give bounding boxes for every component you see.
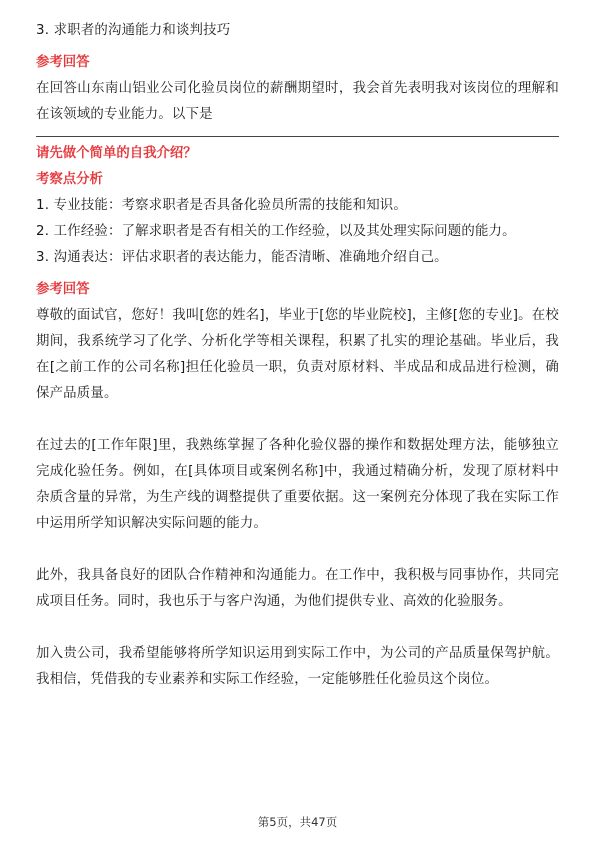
answer-paragraph: 此外，我具备良好的团队合作精神和沟通能力。在工作中，我积极与同事协作，共同完成项目任务。同时，我也乐于与客户沟通，为他们提供专业、高效的化验服务。 bbox=[36, 568, 559, 609]
answer-paragraph: 在过去的[工作年限]里，我熟练掌握了各种化验仪器的操作和数据处理方法，能够独立完成化验任务。例如，在[具体项目或案例名称]中，我通过精确分析，发现了原材料中杂质含量的异常，为生产线的调整提供了重要依据。这一案例充分体现了我在实际工作中运用所学知识解决实际问题的能力。 bbox=[36, 438, 559, 531]
answer-paragraph: 加入贵公司，我希望能够将所学知识运用到实际工作中，为公司的产品质量保驾护航。我相信，凭借我的专业素养和实际工作经验，一定能够胜任化验员这个岗位。 bbox=[36, 646, 559, 687]
analysis-item: 2. 工作经验：了解求职者是否有相关的工作经验，以及其处理实际问题的能力。 bbox=[36, 224, 516, 239]
reference-answer-label: 参考回答 bbox=[36, 55, 90, 70]
section-divider bbox=[36, 136, 559, 137]
reference-answer-label: 参考回答 bbox=[36, 282, 90, 297]
analysis-item: 1. 专业技能：考察求职者是否具备化验员所需的技能和知识。 bbox=[36, 198, 407, 213]
page-content bbox=[36, 18, 559, 693]
analysis-item: 3. 沟通表达：评估求职者的表达能力，能否清晰、准确地介绍自己。 bbox=[36, 250, 448, 265]
reference-answer-text: 在回答山东南山铝业公司化验员岗位的薪酬期望时，我会首先表明我对该岗位的理解和在该领域的专业能力。以下是 bbox=[36, 81, 559, 122]
answer-paragraph: 尊敬的面试官，您好！我叫[您的姓名]，毕业于[您的毕业院校]，主修[您的专业]。在校期间，我系统学习了化学、分析化学等相关课程，积累了扎实的理论基础。毕业后，我在[之前工作的公司名称]担任化验员一职，负责对原材料、半成品和成品进行检测，确保产品质量。 bbox=[36, 308, 559, 401]
page-number-footer: 第5页，共47页 bbox=[257, 815, 338, 829]
list-item-top: 3. 求职者的沟通能力和谈判技巧 bbox=[36, 23, 231, 38]
question-title: 请先做个简单的自我介绍？ bbox=[36, 146, 197, 161]
analysis-label: 考察点分析 bbox=[36, 172, 103, 187]
